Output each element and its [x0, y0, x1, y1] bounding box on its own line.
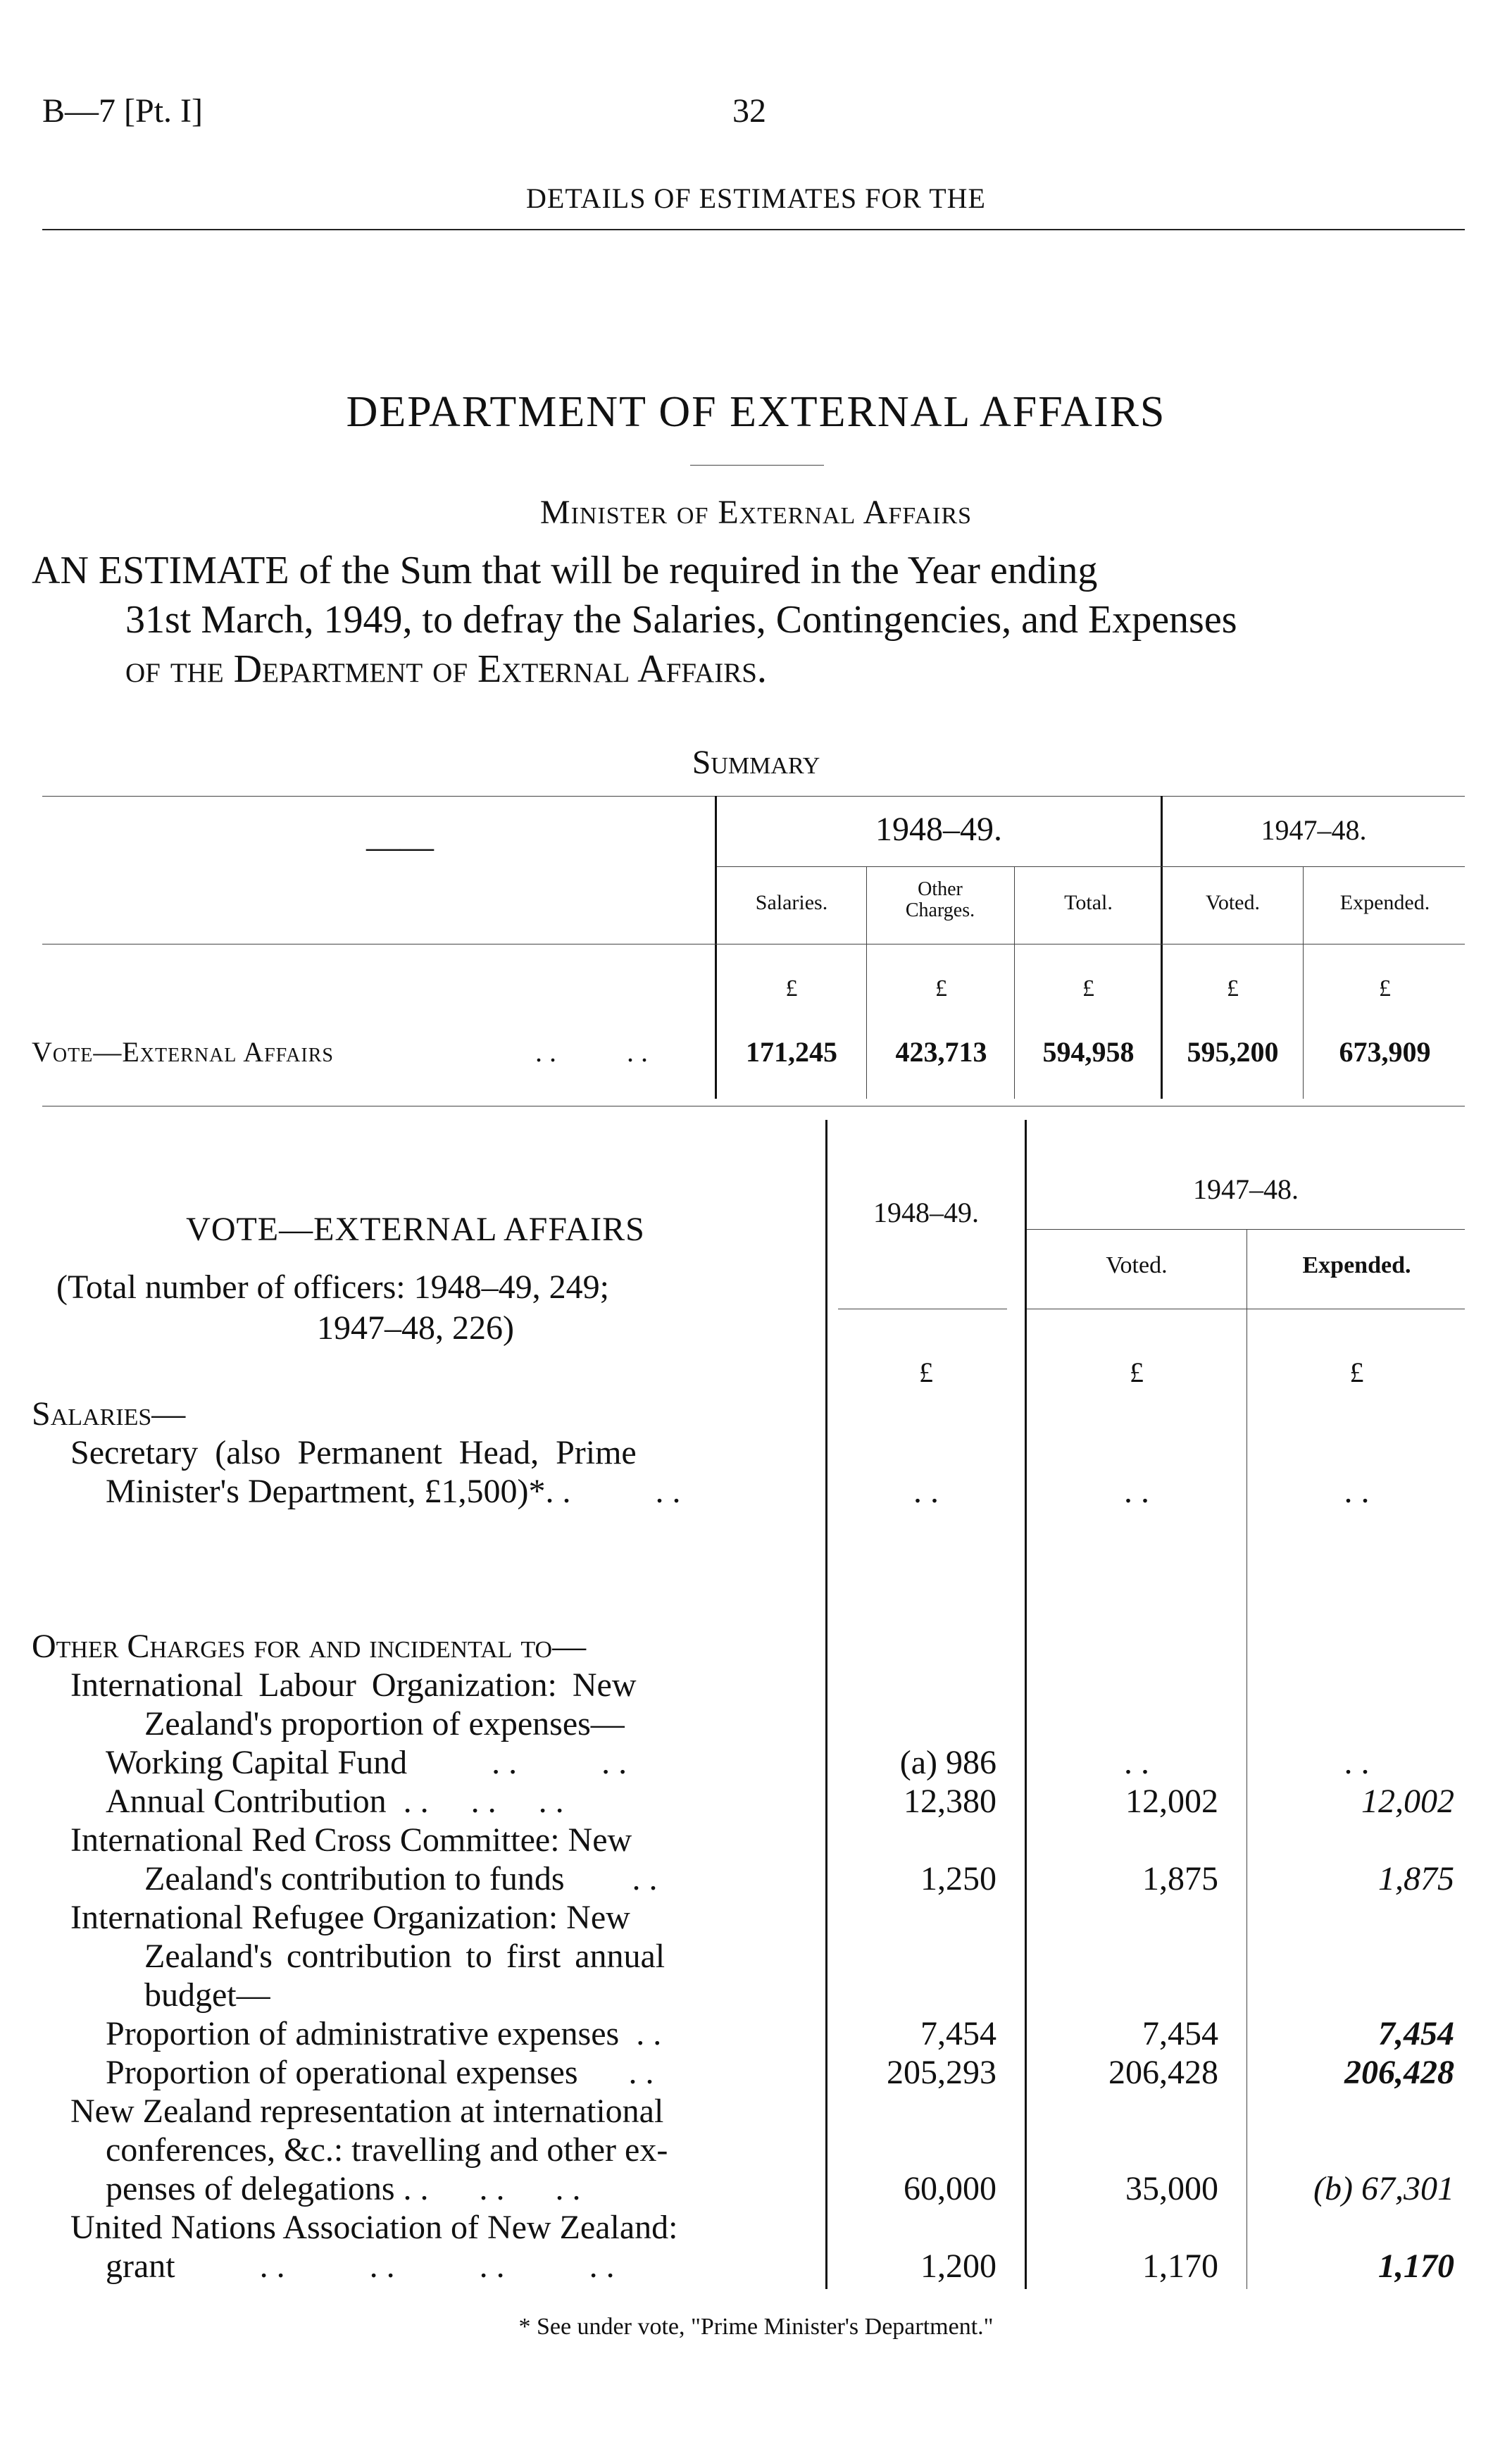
page-number: 32: [732, 92, 766, 130]
secretary-voted: . .: [1124, 1473, 1149, 1510]
title-rule: [690, 465, 824, 466]
representation-current: 60,000: [904, 2170, 996, 2207]
vote-currency-expended: £: [1349, 1357, 1364, 1388]
summary-year-previous: 1947–48.: [1261, 814, 1367, 846]
running-title: DETAILS OF ESTIMATES FOR THE: [526, 182, 986, 214]
vote-col-voted: Voted.: [1106, 1252, 1168, 1278]
summary-stub-dash: ——: [366, 828, 434, 866]
admin-expenses-voted: 7,454: [1142, 2015, 1218, 2052]
summary-currency-total: £: [1082, 975, 1094, 1002]
admin-expenses-label: Proportion of administrative expenses . .: [106, 2015, 662, 2052]
representation-line-2: conferences, &c.: travelling and other ex-: [106, 2131, 668, 2169]
vote-col-previous: 1947–48.: [1193, 1173, 1299, 1205]
annual-contribution-voted: 12,002: [1125, 1783, 1218, 1820]
vote-officers-line-1: (Total number of officers: 1948–49, 249;: [56, 1268, 609, 1306]
estimate-line-3: of the Department of External Affairs.: [125, 647, 767, 691]
other-charges-heading: Other Charges for and incidental to—: [32, 1628, 587, 1665]
summary-salaries-value: 171,245: [746, 1036, 837, 1068]
summary-currency-voted: £: [1227, 975, 1239, 1002]
vote-col-expended: Expended.: [1302, 1252, 1411, 1278]
vote-divider-current: [1025, 1120, 1027, 2289]
annual-contribution-expended: 12,002: [1361, 1783, 1454, 1820]
vote-currency-voted: £: [1130, 1357, 1144, 1388]
summary-total-value: 594,958: [1042, 1036, 1135, 1068]
vote-officers-line-2: 1947–48, 226): [317, 1309, 514, 1347]
admin-expenses-expended: 7,454: [1378, 2015, 1454, 2052]
representation-line-3: penses of delegations . . . . . .: [106, 2170, 581, 2207]
estimate-line-2: 31st March, 1949, to defray the Salaries, Contingencies, and Expenses: [125, 598, 1237, 642]
summary-row-label: Vote—External Affairs: [32, 1036, 334, 1068]
working-capital-label: Working Capital Fund . . . .: [106, 1744, 627, 1781]
working-capital-voted: . .: [1124, 1744, 1149, 1781]
summary-divider-4: [1014, 866, 1015, 1099]
summary-divider-5: [1303, 866, 1304, 1099]
footnote: * See under vote, "Prime Minister's Department.": [518, 2314, 994, 2340]
summary-row-dots: . . . .: [535, 1036, 648, 1068]
department-title: DEPARTMENT OF EXTERNAL AFFAIRS: [346, 388, 1166, 436]
operational-expenses-expended: 206,428: [1344, 2054, 1454, 2091]
summary-other-charges-value: 423,713: [895, 1036, 987, 1068]
summary-year-rule: [717, 866, 1465, 867]
una-voted: 1,170: [1142, 2247, 1218, 2285]
red-cross-line-2: Zealand's contribution to funds . .: [144, 1860, 658, 1897]
representation-line-1: New Zealand representation at international: [70, 2093, 664, 2130]
representation-expended: (b) 67,301: [1313, 2170, 1454, 2207]
secretary-line-1: Secretary (also Permanent Head, Prime: [70, 1434, 637, 1471]
summary-top-rule: [42, 796, 1465, 797]
operational-expenses-current: 205,293: [887, 2054, 996, 2091]
vote-heading: VOTE—EXTERNAL AFFAIRS: [186, 1211, 645, 1248]
una-current: 1,200: [920, 2247, 996, 2285]
annual-contribution-current: 12,380: [904, 1783, 996, 1820]
vote-currency-current: £: [919, 1357, 933, 1388]
summary-col-other-charges: Other Charges.: [905, 878, 975, 921]
operational-expenses-label: Proportion of operational expenses . .: [106, 2054, 654, 2091]
una-line-1: United Nations Association of New Zealand:: [70, 2209, 678, 2246]
una-line-2: grant . . . . . . . .: [106, 2247, 615, 2285]
header-rule: [42, 229, 1465, 230]
representation-voted: 35,000: [1125, 2170, 1218, 2207]
summary-voted-value: 595,200: [1187, 1036, 1279, 1068]
summary-year-current: 1948–49.: [875, 811, 1002, 848]
summary-currency-other: £: [935, 975, 947, 1002]
summary-col-salaries: Salaries.: [755, 891, 828, 914]
secretary-line-2: Minister's Department, £1,500)*. . . .: [106, 1473, 681, 1510]
vote-col-current: 1948–49.: [873, 1197, 979, 1228]
iro-line-3: budget—: [144, 1976, 270, 2014]
red-cross-voted: 1,875: [1142, 1860, 1218, 1897]
secretary-expended: . .: [1344, 1473, 1370, 1510]
operational-expenses-voted: 206,428: [1108, 2054, 1218, 2091]
working-capital-current: (a) 986: [899, 1744, 996, 1781]
summary-col-expended: Expended.: [1339, 891, 1430, 914]
vote-year-rule: [1027, 1229, 1465, 1230]
admin-expenses-current: 7,454: [920, 2015, 996, 2052]
summary-divider-3: [866, 866, 867, 1099]
minister-heading: Minister of External Affairs: [539, 494, 973, 531]
ilo-line-2: Zealand's proportion of expenses—: [144, 1705, 625, 1742]
ilo-line-1: International Labour Organization: New: [70, 1666, 637, 1704]
red-cross-line-1: International Red Cross Committee: New: [70, 1821, 632, 1859]
iro-line-2: Zealand's contribution to first annual: [144, 1938, 666, 1975]
annual-contribution-label: Annual Contribution . . . . . .: [106, 1783, 564, 1820]
summary-expended-value: 673,909: [1339, 1036, 1431, 1068]
secretary-current: . .: [913, 1473, 939, 1510]
salaries-heading: Salaries—: [32, 1395, 186, 1433]
vote-divider-main: [825, 1120, 827, 2289]
summary-col-voted: Voted.: [1206, 891, 1260, 914]
summary-currency-salaries: £: [785, 975, 798, 1002]
estimate-line-1: AN ESTIMATE of the Sum that will be required in the Year ending: [32, 549, 1098, 592]
red-cross-expended: 1,875: [1378, 1860, 1454, 1897]
page-reference: B—7 [Pt. I]: [42, 92, 203, 130]
working-capital-expended: . .: [1344, 1744, 1370, 1781]
summary-currency-expended: £: [1379, 975, 1391, 1002]
iro-line-1: International Refugee Organization: New: [70, 1899, 630, 1936]
summary-heading: Summary: [692, 744, 820, 781]
red-cross-current: 1,250: [920, 1860, 996, 1897]
una-expended: 1,170: [1378, 2247, 1454, 2285]
summary-col-total: Total.: [1064, 891, 1113, 914]
